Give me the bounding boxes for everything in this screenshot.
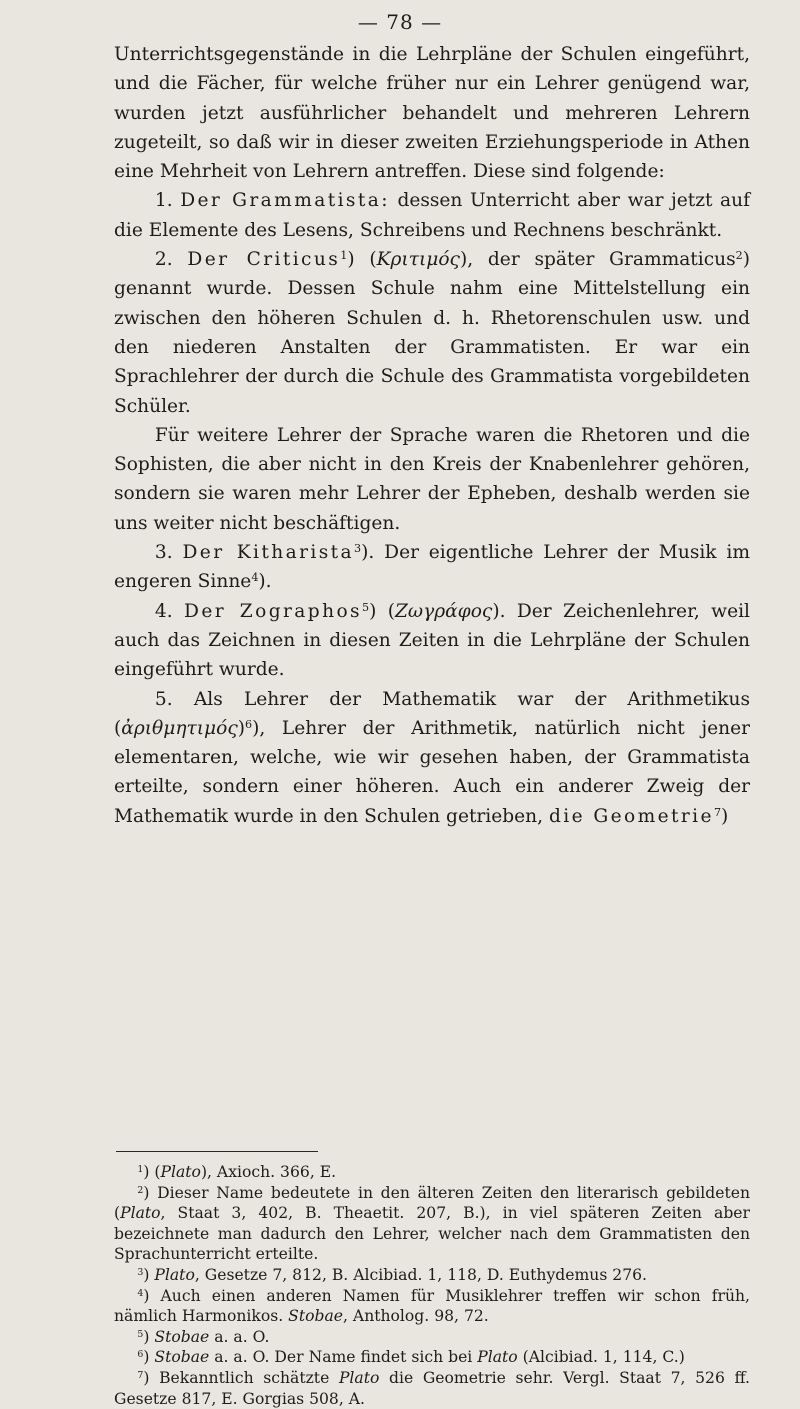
paragraph-item-1 [114, 186, 750, 245]
footnote-2: $^2$) Dieser Name bedeutete in den älteren Zeiten den literarisch gebildeten (Plato, Staat 3, 402, B. Theaetit. 207, B.), in viel späteren Zeiten aber bezeichnete man dadurch den Lehrer, welcher nach dem Grammatisten den Sprachunterricht erteilte. [114, 1183, 750, 1264]
footnote-ref: 5 [362, 600, 370, 614]
footnote-5: $^5$) Stobae a. a. O. [137, 1327, 270, 1346]
footnote-mark: 5 [137, 1328, 144, 1340]
footnote-ref: 6 [245, 717, 253, 731]
footnote-7: $^7$) Bekanntlich schätzte Plato die Geometrie sehr. Vergl. Staat 7, 526 ff. Gesetze 817, E. Gorgias 508, A. [114, 1368, 750, 1408]
footnote-author: Plato [477, 1348, 518, 1367]
footnote-text: ( [154, 1163, 161, 1181]
footnote-text: , Staat 3, 402, B. Theaetit. 207, B.), in viel späteren Zeiten aber bezeichnete man dadurch den Lehrer, welcher nach dem Grammatisten den Sprachunterricht erteilte. [114, 1204, 750, 1264]
greek-term: ἀριθμητιμός [121, 717, 238, 739]
footnote-text: , Antholog. 98, 72. [343, 1307, 489, 1326]
footnotes [114, 1162, 750, 1409]
footnote-divider [116, 1151, 318, 1152]
term-kitharista: Der Kitharista [182, 542, 355, 564]
term-criticus: Der Criticus [187, 249, 341, 271]
footnote-4: $^4$) Auch einen anderen Namen für Musiklehrer treffen wir schon früh, nämlich Harmonikos. Stobae, Antholog. 98, 72. [114, 1286, 750, 1326]
footnote-1: $^1$) (Plato), Axioch. 366, E. [137, 1163, 337, 1181]
term-geometrie: die Geometrie [548, 805, 714, 827]
footnote-ref: 7 [713, 805, 722, 819]
footnote-text: , Gesetze 7, 812, B. Alcibiad. 1, 118, D. Euthydemus 276. [194, 1265, 647, 1284]
footnote-author: Stobae [288, 1307, 344, 1326]
paragraph-intro: Unterrichtsgegenstände in die Lehrpläne der Schulen eingeführt, und die Fächer, für welche früher nur ein Lehrer genügend war, wurden jetzt ausführlicher behandelt und mehreren Lehrern zugeteilt, so daß wir in dieser zweiten Erziehungsperiode in Athen eine Mehrheit von Lehrern antreffen. Diese sind folgende: [114, 44, 750, 183]
main-text [114, 40, 750, 831]
footnote-text: a. a. O. [209, 1327, 270, 1346]
footnote-mark: 4 [137, 1287, 144, 1299]
footnote-mark: 3 [137, 1266, 144, 1278]
footnote-mark: 7 [137, 1369, 144, 1381]
footnote-text: a. a. O. Der Name findet sich bei [209, 1348, 478, 1367]
greek-term: Κριτιμός [376, 249, 460, 271]
footnote-author: Plato [120, 1204, 161, 1223]
paragraph-item-5: 5. Als Lehrer der Mathematik war der Arithmetikus (ἀριθμητιμός)$^6$), Lehrer der Arithmetik, natürlich nicht jener elementaren, welche, wie wir gesehen haben, der Grammatista erteilte, sondern einer höheren. Auch ein anderer Zweig der Mathematik wurde in den Schulen getrieben, die Geometrie$^7$) [114, 688, 750, 827]
footnote-3: $^3$) Plato, Gesetze 7, 812, B. Alcibiad. 1, 118, D. Euthydemus 276. [137, 1265, 647, 1284]
footnote-mark: 1 [137, 1163, 144, 1175]
footnote-ref: 2 [735, 248, 743, 262]
term-grammatista: Der Grammatista: [180, 190, 390, 212]
item-text: ). Der Zeichenlehrer, weil auch das Zeichnen in diesen Zeiten in die Lehrpläne der Schulen eingeführt wurde. [114, 600, 750, 681]
footnote-author: Plato [154, 1265, 195, 1284]
item-text: dessen Unterricht aber war jetzt auf die Elemente des Lesens, Schreibens und Rechnens beschränkt. [114, 190, 751, 241]
item-number: 1. [154, 190, 173, 212]
item-number: 4. [154, 600, 173, 622]
footnote-text: Auch einen anderen Namen für Musiklehrer treffen wir schon früh, nämlich Harmonikos. [114, 1286, 750, 1326]
greek-term: Ζωγράφος [395, 600, 493, 622]
footnote-author: Stobae [154, 1327, 210, 1346]
footnote-author: Plato [338, 1368, 380, 1387]
item-text: ). Der eigentliche Lehrer der Musik im engeren Sinne [114, 542, 750, 593]
term-zographos: Der Zographos [184, 600, 363, 622]
item-number: 2. [154, 249, 173, 271]
paragraph-item-4: 4. Der Zographos$^5$) (Ζωγράφος). Der Zeichenlehrer, weil auch das Zeichnen in diesen Zeiten in die Lehrpläne der Schulen eingeführt wurde. [114, 600, 750, 681]
page-number: — 78 — [357, 10, 443, 34]
footnote-text: Dieser Name bedeutete in den älteren Zeiten den literarisch gebildeten ( [114, 1183, 750, 1223]
footnote-ref: 1 [340, 248, 348, 262]
item-text: Als Lehrer der Mathematik war der Arithmetikus ( [114, 688, 750, 739]
item-text: ), der später Grammaticus [459, 249, 736, 271]
footnote-ref: 3 [354, 541, 362, 555]
item-number: 3. [154, 542, 173, 564]
item-text: ), Lehrer der Arithmetik, natürlich nicht jener elementaren, welche, wie wir gesehen haben, der Grammatista erteilte, sondern einer höheren. Auch ein anderer Zweig der Mathematik wurde in den Schulen getrieben, [114, 717, 750, 827]
footnote-text: die Geometrie sehr. Vergl. Staat 7, 526 ff. Gesetze 817, E. Gorgias 508, A. [114, 1368, 750, 1408]
footnote-author: Stobae [154, 1348, 210, 1367]
item-number: 5. [154, 688, 173, 710]
footnote-author: Plato [160, 1163, 201, 1181]
footnote-text: Bekanntlich schätzte [159, 1368, 339, 1387]
paragraph-item-2: 2. Der Criticus$^1$) (Κριτιμός), der später Grammaticus$^2$) genannt wurde. Dessen Schule nahm eine Mittelstellung ein zwischen den höheren Schulen d. h. Rhetorenschulen usw. und den niederen Anstalten der Grammatisten. Er war ein Sprachlehrer der durch die Schule des Grammatista vorgebildeten Schüler. [114, 248, 751, 417]
footnote-ref: 4 [251, 571, 259, 585]
paragraph-item-3: 3. Der Kitharista$^3$). Der eigentliche Lehrer der Musik im engeren Sinne$^4$). [114, 541, 750, 593]
footnote-mark: 6 [137, 1349, 144, 1361]
footnote-text: ), Axioch. 366, E. [200, 1163, 337, 1181]
footnote-6: $^6$) Stobae a. a. O. Der Name findet sich bei Plato (Alcibiad. 1, 114, C.) [137, 1348, 685, 1367]
item-text: ) genannt wurde. Dessen Schule nahm eine Mittelstellung ein zwischen den höheren Schulen d. h. Rhetorenschulen usw. und den niederen Anstalten der Grammatisten. Er war ein Sprachlehrer der durch die Schule des Grammatista vorgebildeten Schüler. [114, 249, 751, 417]
paragraph-rhetoren: Für weitere Lehrer der Sprache waren die Rhetoren und die Sophisten, die aber nicht in den Kreis der Knabenlehrer gehören, sondern sie waren mehr Lehrer der Epheben, deshalb werden sie uns weiter nicht beschäftigen. [114, 424, 750, 534]
footnote-mark: 2 [137, 1184, 144, 1196]
footnote-text: (Alcibiad. 1, 114, C.) [517, 1348, 685, 1367]
